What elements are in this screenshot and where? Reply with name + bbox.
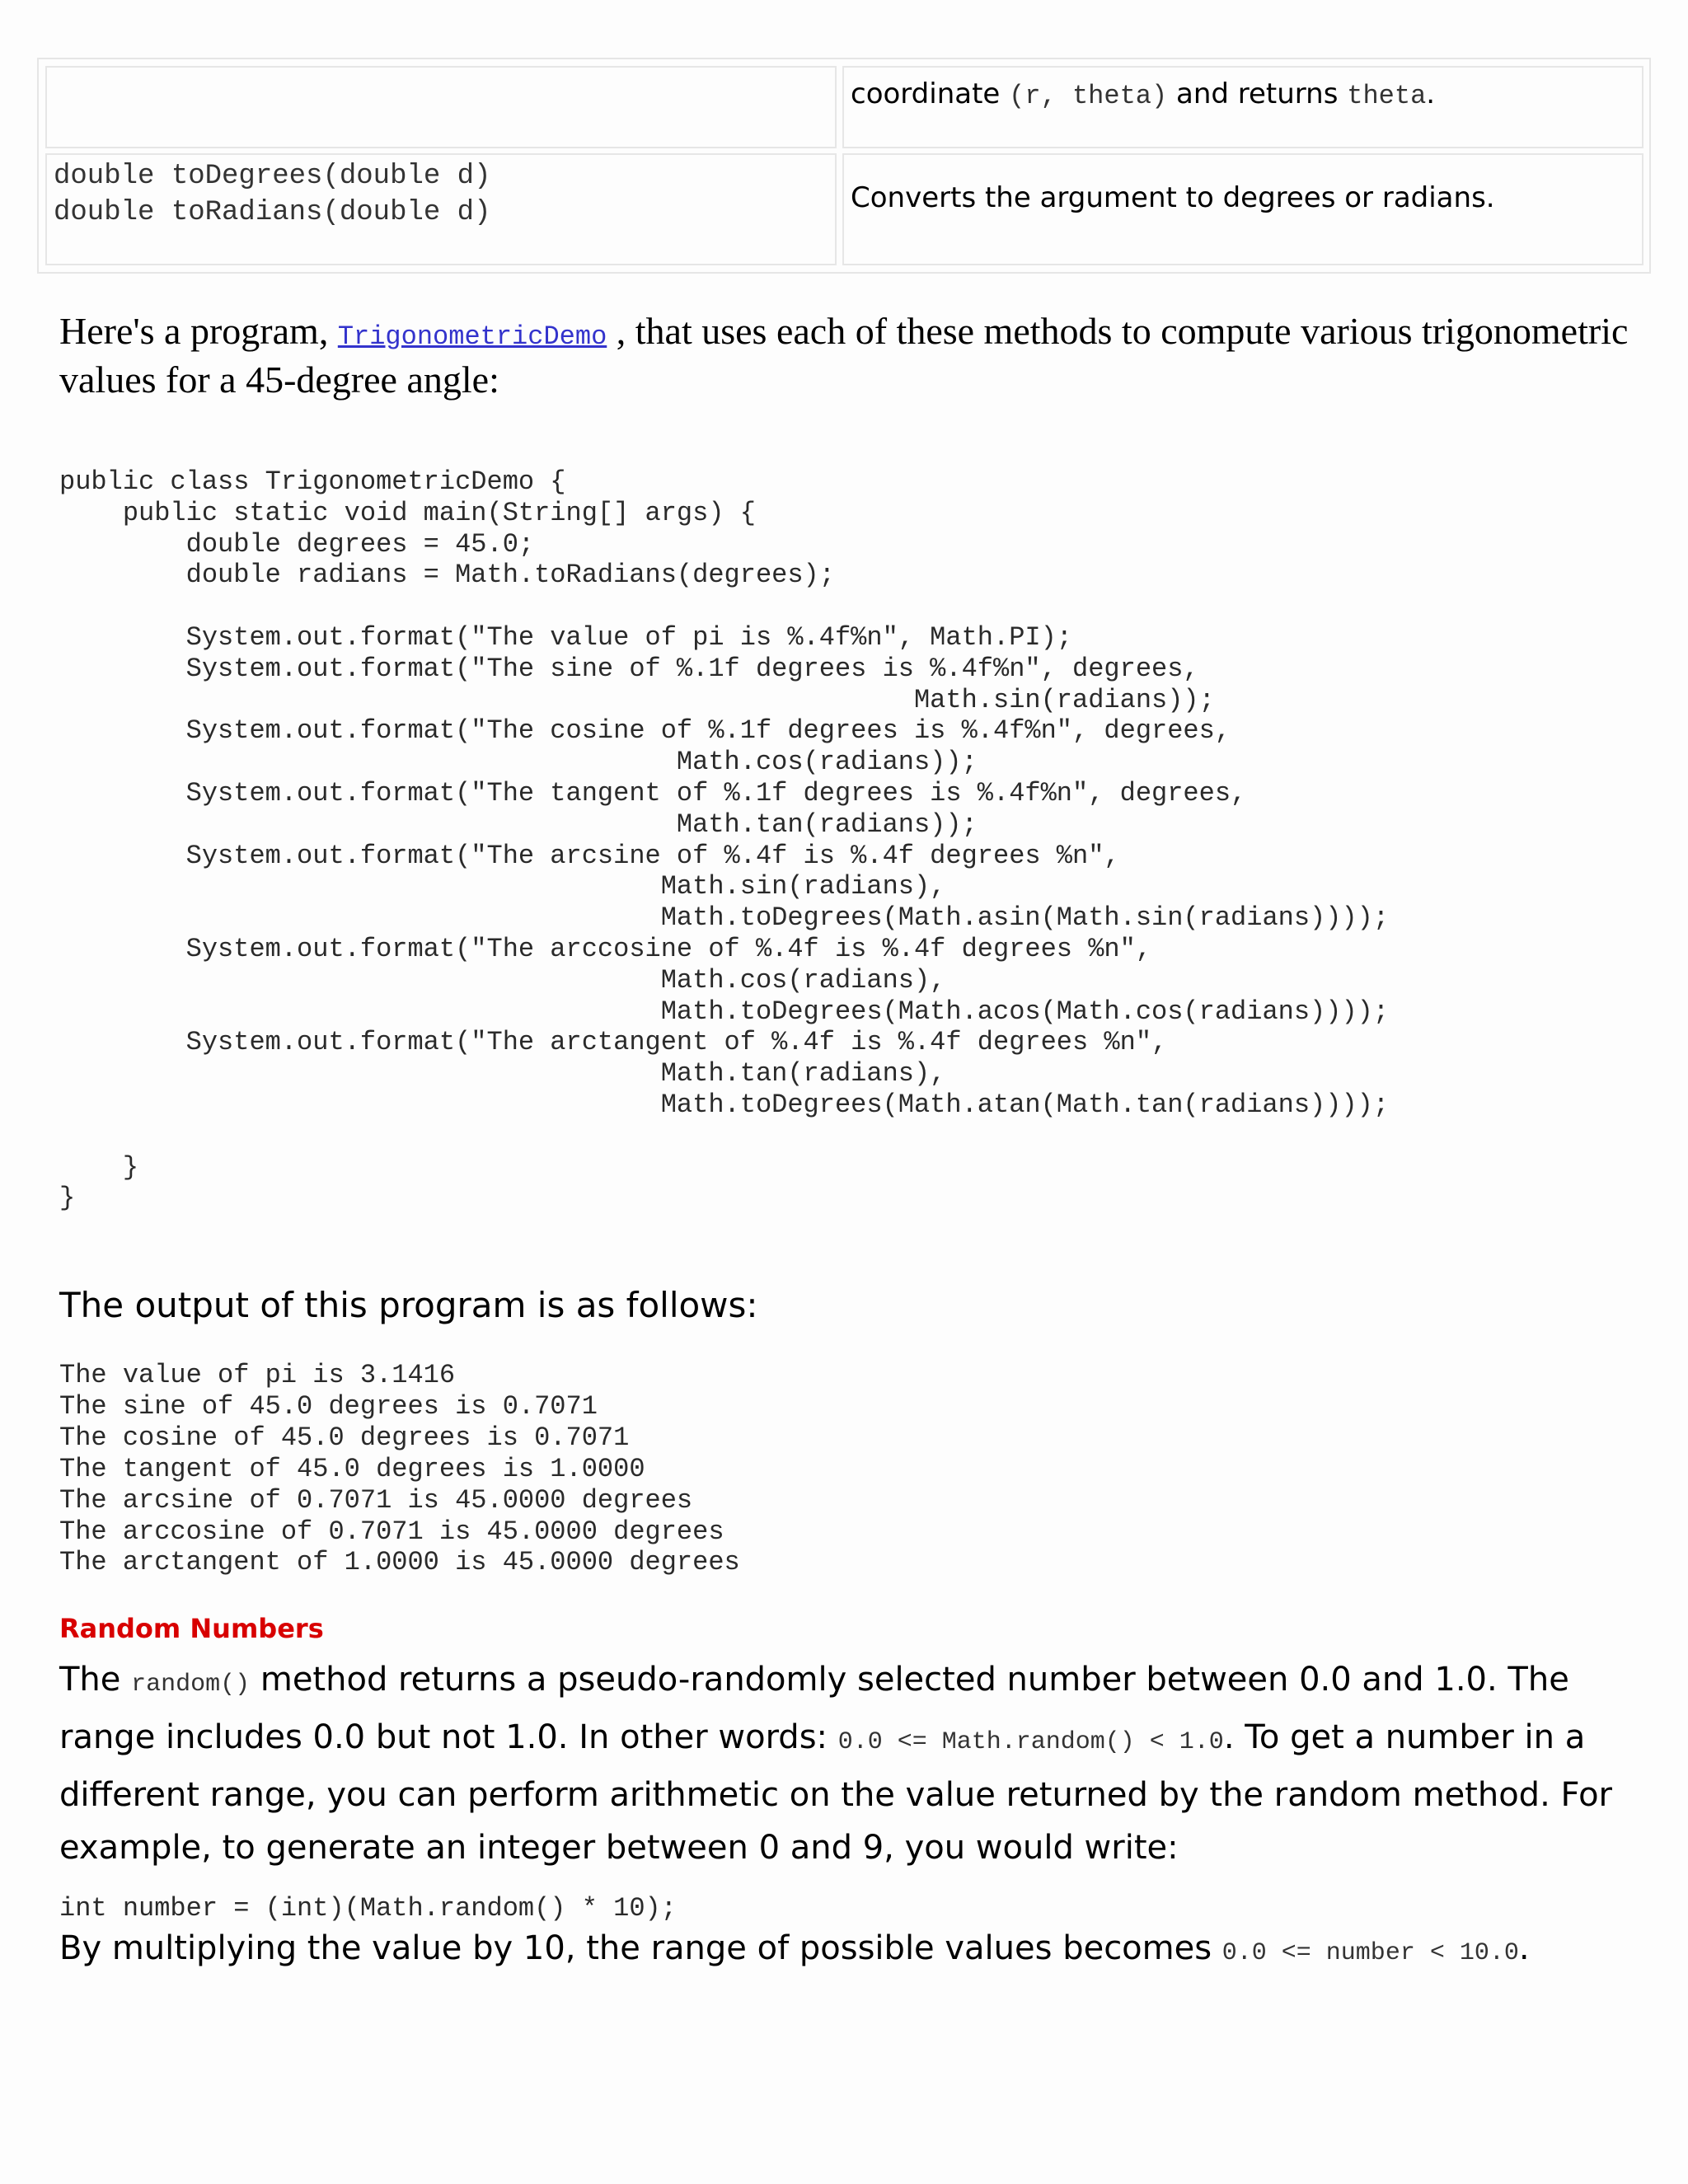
- table-cell-signature: [45, 66, 837, 148]
- intro-text: , that uses each of these methods to compute various trigonometric values for a 45-degree angle:: [59, 310, 1629, 401]
- intro-paragraph: [59, 310, 1642, 401]
- desc-text: and returns: [1167, 77, 1348, 110]
- random-paragraph: [59, 1653, 1642, 1874]
- description-text: [851, 76, 1435, 115]
- code-block: public class TrigonometricDemo { public static void main(String[] args) { double degrees = 45.0; double radians = Math.toRadians(degrees); System.out.format("The value of pi is %.4f%n", Math.PI); System.out.format("The sine of %.1f degrees is %.4f%n", degrees, Math.sin(radians)); System.out.format("The cosine of %.1f degrees is %.4f%n", degrees, Math.cos(radians)); System.out.format("The tangent of %.1f degrees is %.4f%n", degrees, Math.tan(radians)); System.out.format("The arcsine of %.4f is %.4f degrees %n", Math.sin(radians), Math.toDegrees(Math.asin(Math.sin(radians)))); System.out.format("The arccosine of %.4f is %.4f degrees %n", Math.cos(radians), Math.toDegrees(Math.acos(Math.cos(radians)))); System.out.format("The arctangent of %.4f is %.4f degrees %n", Math.tan(radians), Math.toDegrees(Math.atan(Math.tan(radians)))); } }: [59, 466, 1390, 1214]
- code-inline: 0.0 <= number < 10.0: [1221, 1939, 1519, 1967]
- para-text: method returns a pseudo-randomly selected number between 0.0 and 1.0. The range includes 0.0 but not 1.0. In other words:: [59, 1661, 1569, 1756]
- code-line: int number = (int)(Math.random() * 10);: [59, 1893, 677, 1924]
- desc-text: .: [1426, 77, 1436, 110]
- method-signature: double toDegrees(double d): [54, 161, 491, 192]
- table-cell-description: [842, 66, 1643, 148]
- para-text: .: [1518, 1929, 1530, 1967]
- table-cell-description: [842, 153, 1643, 265]
- para-text: The: [59, 1661, 132, 1699]
- description-text: Converts the argument to degrees or radians.: [851, 181, 1495, 214]
- table-cell-signature: [45, 153, 837, 265]
- method-table: [37, 58, 1651, 274]
- output-block: The value of pi is 3.1416 The sine of 45.0 degrees is 0.7071 The cosine of 45.0 degrees is 0.7071 The tangent of 45.0 degrees is 1.0000 The arcsine of 0.7071 is 45.0000 degrees The arccosine of 0.7071 is 45.0000 degrees The arctangent of 1.0000 is 45.0000 degrees: [59, 1360, 740, 1578]
- random-numbers-heading: Random Numbers: [59, 1613, 324, 1644]
- output-heading: The output of this program is as follows:: [59, 1285, 758, 1325]
- trigonometric-demo-link[interactable]: TrigonometricDemo: [337, 321, 607, 352]
- multiply-paragraph: [59, 1925, 1642, 1976]
- intro-text: Here's a program,: [59, 310, 338, 352]
- desc-text: coordinate: [851, 77, 1010, 110]
- code-inline: theta: [1347, 81, 1427, 111]
- method-signature: double toRadians(double d): [54, 197, 491, 228]
- code-inline: 0.0 <= Math.random() < 1.0: [837, 1728, 1224, 1756]
- para-text: By multiplying the value by 10, the range of possible values becomes: [59, 1929, 1222, 1967]
- para-text: . To get a number in a different range, you can perform arithmetic on the value returned by the random method. For example, to generate an integer between 0 and 9, you would write:: [59, 1718, 1613, 1867]
- code-inline: (r, theta): [1009, 81, 1168, 111]
- code-inline: random(): [131, 1671, 251, 1699]
